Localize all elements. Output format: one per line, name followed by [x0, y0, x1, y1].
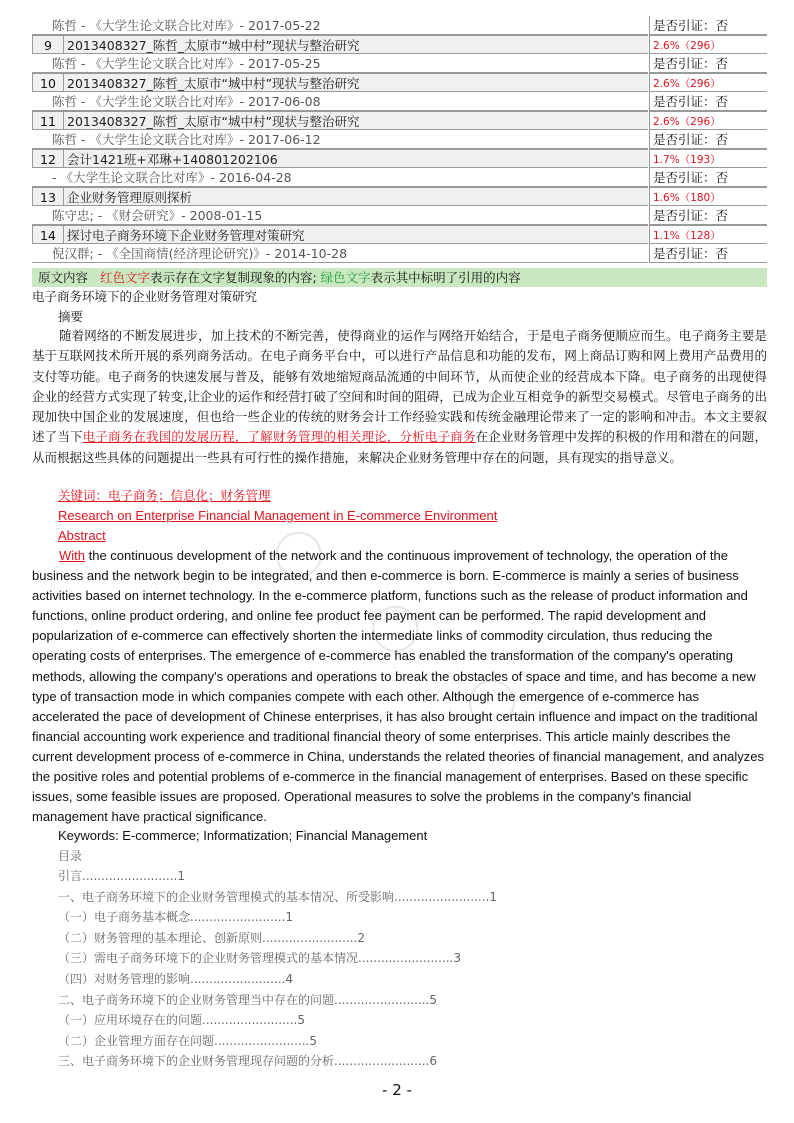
similarity-percent: 1.6%（180） [653, 192, 721, 204]
legend-green-desc: 表示其中标明了引用的内容 [370, 270, 521, 285]
similarity-percent: 2.6%（296） [653, 78, 721, 90]
toc-heading: 目录 [58, 849, 83, 863]
result-title[interactable]: 2013408327_陈哲_太原市“城中村”现状与整治研究 [67, 76, 360, 91]
result-source: 倪汉群; - 《全国商情(经济理论研究)》- 2014-10-28 [52, 246, 348, 261]
result-title[interactable]: 探讨电子商务环境下企业财务管理对策研究 [67, 228, 305, 243]
abstract-en-body: the continuous development of the network and the continuous improvement of technology, the operation of the business and the network begin to be integrated, and then e-commerce is born. E-commerce is mainly a series of business activities based on internet technology. In the e-commerce platform, functions such as the release of product information and functions, online product ordering, and online fee product fee payment can be performed. The rapid development and popularization of e-commerce can effectively shorten the intermediate links of commodity circulation, thus reducing the operating costs of enterprises. The emergence of e-commerce has enabled the transformation of the company's operating methods, allowing the company's operations and operations to break the obstacles of space and time, and has become a new type of transaction mode in which companies compete with each other. Although the emergence of e-commerce has accelerated the pace of development of Chinese enterprises, it has also brought certain influence and impact on the traditional financial accounting work experience and traditional financial theory of some enterprises. This article mainly describes the current development process of e-commerce in China, understands the related theories of financial management, and analyzes the positive roles and potential problems of e-commerce in the financial management of enterprises. Based on these specific issues, some feasible issues are proposed. Operational measures to solve the problems in the company's financial management have practical significance. [32, 548, 765, 825]
abstract-cn-highlight: 电子商务在我国的发展历程，了解财务管理的相关理论，分析电子商务 [82, 429, 476, 445]
legend-green-text: 绿色文字 [320, 270, 371, 285]
legend-label: 原文内容 [38, 270, 89, 285]
similarity-percent: 2.6%（296） [653, 40, 721, 52]
result-title-row [32, 225, 767, 244]
abstract-en-first-word: With [59, 548, 85, 563]
result-source-row [32, 54, 767, 73]
result-index: 10 [33, 74, 64, 92]
citation-status: 是否引证：否 [653, 246, 729, 261]
result-title-row [32, 73, 767, 92]
keywords-en: Keywords: E-commerce; Informatization; Financial Management [58, 828, 428, 843]
result-source-row [32, 92, 767, 111]
legend-red-text: 红色文字 [99, 270, 150, 285]
result-title-row [32, 35, 767, 54]
result-source: 陈哲 - 《大学生论文联合比对库》- 2017-05-22 [52, 18, 321, 33]
result-title[interactable]: 会计1421班+邓琳+140801202106 [67, 152, 278, 167]
result-source: 陈哲 - 《大学生论文联合比对库》- 2017-06-12 [52, 132, 321, 147]
toc-entry[interactable]: （一）电子商务基本概念.........................1 [58, 910, 293, 925]
result-title[interactable]: 2013408327_陈哲_太原市“城中村”现状与整治研究 [67, 38, 360, 53]
result-source: 陈哲 - 《大学生论文联合比对库》- 2017-05-25 [52, 56, 321, 71]
abstract-paragraph-en [32, 546, 767, 827]
toc-entry[interactable]: （二）财务管理的基本理论、创新原则.........................2 [58, 930, 365, 945]
toc-entry[interactable]: 三、电子商务环境下的企业财务管理现存问题的分析.........................6 [58, 1054, 437, 1069]
citation-status: 是否引证：否 [653, 170, 729, 185]
similarity-percent: 1.1%（128） [653, 230, 721, 242]
similarity-percent: 1.7%（193） [653, 154, 721, 166]
result-index: 14 [33, 226, 64, 244]
toc-entry[interactable]: （四）对财务管理的影响.........................4 [58, 972, 293, 986]
result-source-row [32, 206, 767, 225]
result-title-row [32, 149, 767, 168]
abstract-paragraph-cn [32, 326, 767, 468]
result-title-row [32, 187, 767, 206]
result-index: 13 [33, 188, 64, 206]
abstract-cn-part2: 在企业财务管理中发挥的积极的作用和潜在的问题，从而根据这些具体的问题提出一些具有可行性的操作措施，来解决企业财务管理中存在的问题，具有现实的指导意义。 [32, 429, 767, 465]
result-title[interactable]: 2013408327_陈哲_太原市“城中村”现状与整治研究 [67, 114, 360, 129]
toc-entry[interactable]: （三）需电子商务环境下的企业财务管理模式的基本情况.........................3 [58, 951, 461, 966]
abstract-heading-en: Abstract [58, 528, 106, 543]
toc-entry[interactable]: （二）企业管理方面存在问题.........................5 [58, 1033, 317, 1048]
result-source: 陈哲 - 《大学生论文联合比对库》- 2017-06-08 [52, 94, 321, 109]
page-number: - 2 - [382, 1081, 412, 1099]
citation-status: 是否引证：否 [653, 94, 729, 109]
toc-entry[interactable]: 二、电子商务环境下的企业财务管理当中存在的问题.........................5 [58, 992, 437, 1007]
similarity-percent: 2.6%（296） [653, 116, 721, 128]
result-source-row [32, 16, 767, 35]
toc-entry[interactable]: 一、电子商务环境下的企业财务管理模式的基本情况、所受影响.........................1 [58, 889, 497, 904]
result-source: - 《大学生论文联合比对库》- 2016-04-28 [52, 170, 292, 185]
abstract-heading-cn: 摘要 [58, 309, 84, 324]
result-title[interactable]: 企业财务管理原则探析 [67, 190, 193, 205]
result-index: 9 [33, 36, 64, 54]
document-title: 电子商务环境下的企业财务管理对策研究 [32, 289, 258, 304]
citation-status: 是否引证：否 [653, 56, 729, 71]
citation-status: 是否引证：否 [653, 132, 729, 147]
english-title: Research on Enterprise Financial Management in E-commerce Environment [58, 508, 498, 523]
citation-status: 是否引证：否 [653, 208, 729, 223]
keywords-cn: 关键词：电子商务；信息化；财务管理 [58, 488, 271, 503]
result-source-row [32, 168, 767, 187]
result-source-row [32, 130, 767, 149]
result-title-row [32, 111, 767, 130]
result-index: 12 [33, 150, 64, 168]
result-index: 11 [33, 112, 64, 130]
legend-bar [32, 268, 767, 287]
citation-status: 是否引证：否 [653, 18, 729, 33]
toc-entry[interactable]: （一）应用环境存在的问题.........................5 [58, 1013, 305, 1028]
similarity-results-table [32, 16, 767, 263]
legend-red-desc: 表示存在文字复制现象的内容; [149, 270, 321, 285]
toc-entry[interactable]: 引言.........................1 [58, 869, 185, 883]
result-source-row [32, 244, 767, 263]
abstract-cn-part1: 随着网络的不断发展进步，加上技术的不断完善，使得商业的运作与网络开始结合，于是电子商务便顺应而生。电子商务主要是基于互联网技术所开展的系列商务活动。在电子商务平台中，可以进行产品信息和功能的发布，网上商品订购和网上费用产品费用的支付等功能。电子商务的快速发展与普及，能够有效地缩短商品流通的中间环节，从而使企业的经营成本下降。电子商务的出现使得企业的经营方式实现了转变,让企业的运作和经营打破了空间和时间的阻碍，已成为企业互相竞争的新型交易模式。尽管电子商务的出现加快中国企业的发展速度，但也给一些企业的传统的财务会计工作经验实践和传统金融理论带来了一定的影响和冲击。本文主要叙述了当下 [32, 328, 767, 445]
result-source: 陈守忠; - 《财会研究》- 2008-01-15 [52, 208, 263, 223]
